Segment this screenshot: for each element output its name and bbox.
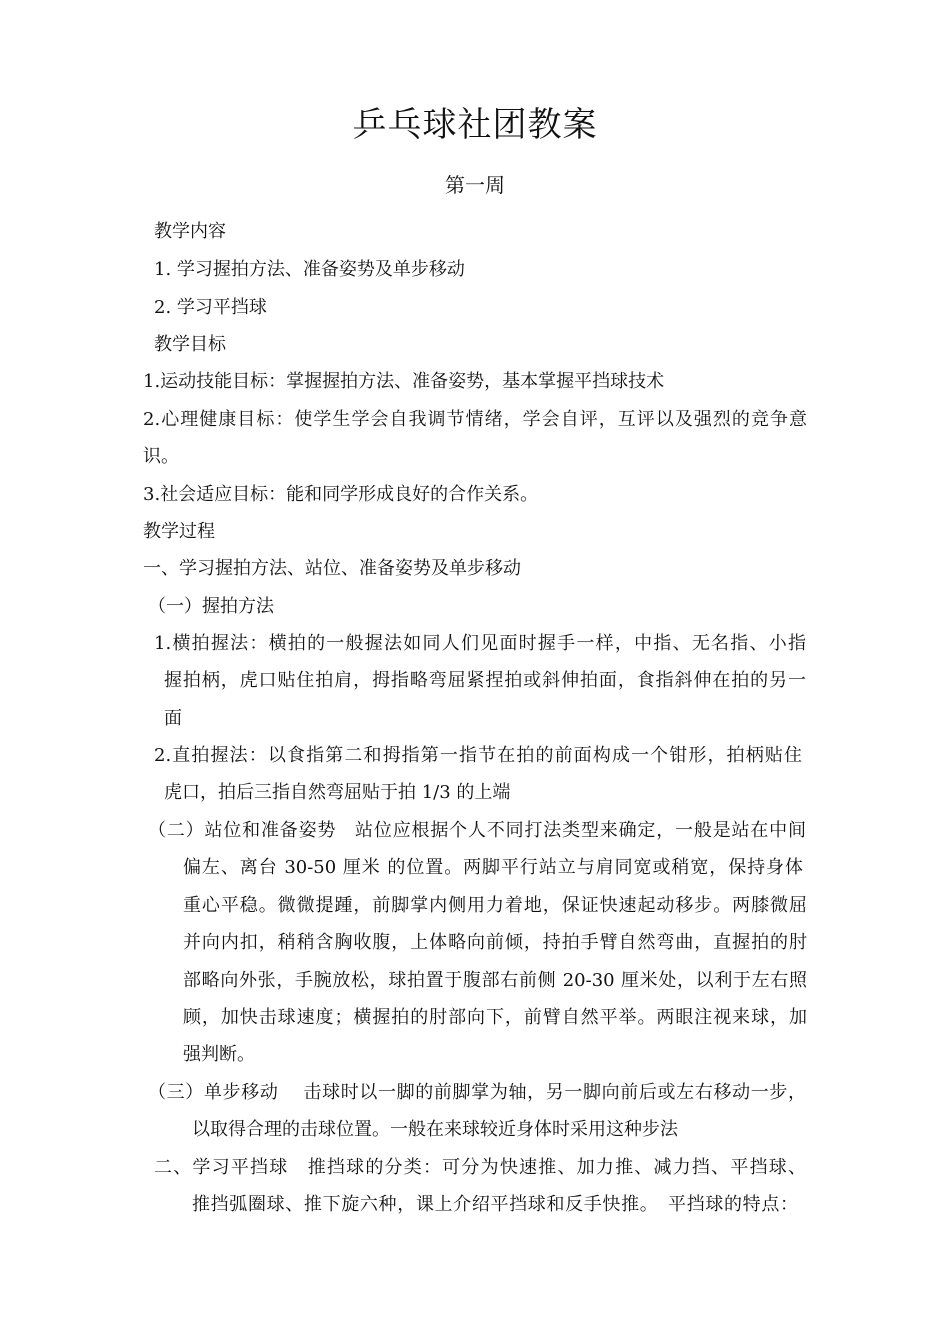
paragraph-line: 面 xyxy=(164,708,182,729)
paragraph-line: 部略向外张，手腕放松，球拍置于腹部右前侧 20-30 厘米处，以利于左右照 xyxy=(183,970,807,991)
paragraph-line: 以取得合理的击球位置。一般在来球较近身体时采用这种步法 xyxy=(192,1119,678,1140)
list-item: 2. 学习平挡球 xyxy=(154,297,267,318)
paragraph-line: 1.横拍握法：横拍的一般握法如同人们见面时握手一样，中指、无名指、小指 xyxy=(154,633,806,654)
paragraph-line: 2.心理健康目标：使学生学会自我调节情绪，学会自评，互评以及强烈的竞争意 xyxy=(143,409,807,430)
section-heading-content: 教学内容 xyxy=(154,221,226,242)
document-subtitle: 第一周 xyxy=(445,173,505,197)
paragraph-line: 偏左、离台 30-50 厘米 的位置。两脚平行站立与肩同宽或稍宽，保持身体 xyxy=(183,857,803,878)
paragraph-line: 重心平稳。微微提踵，前脚掌内侧用力着地，保证快速起动移步。两膝微屈 xyxy=(183,895,807,916)
document-title: 乒乓球社团教案 xyxy=(352,105,598,145)
paragraph-line: （二）站位和准备姿势 站位应根据个人不同打法类型来确定，一般是站在中间 xyxy=(148,820,806,841)
paragraph-line: （三）单步移动 击球时以一脚的前脚掌为轴，另一脚向前后或左右移动一步， xyxy=(148,1082,806,1103)
paragraph-line: 并向内扣，稍稍含胸收腹，上体略向前倾，持拍手臂自然弯曲，直握拍的肘 xyxy=(183,932,807,953)
section-heading-objectives: 教学目标 xyxy=(154,334,226,355)
paragraph-line: 顾，加快击球速度；横握拍的肘部向下，前臂自然平举。两眼注视来球，加 xyxy=(183,1007,807,1028)
paragraph-line: 二、学习平挡球 推挡球的分类：可分为快速推、加力推、减力挡、平挡球、 xyxy=(154,1157,806,1178)
paragraph-line: 握拍柄，虎口贴住拍肩，拇指略弯屈紧捏拍或斜伸拍面，食指斜伸在拍的另一 xyxy=(164,670,806,691)
paragraph-line: 2.直拍握法：以食指第二和拇指第一指节在拍的前面构成一个钳形，拍柄贴住 xyxy=(154,745,802,766)
section-heading-process: 教学过程 xyxy=(143,521,215,542)
paragraph-line: 识。 xyxy=(143,446,179,467)
subsection-heading: 一、学习握拍方法、站位、准备姿势及单步移动 xyxy=(143,558,521,579)
subsection-heading: （一）握拍方法 xyxy=(148,596,274,617)
paragraph-line: 强判断。 xyxy=(183,1044,255,1065)
paragraph-line: 3.社会适应目标：能和同学形成良好的合作关系。 xyxy=(143,484,539,505)
paragraph-line: 虎口，拍后三指自然弯屈贴于拍 1/3 的上端 xyxy=(164,782,511,803)
list-item: 1. 学习握拍方法、准备姿势及单步移动 xyxy=(154,259,465,280)
paragraph-line: 1.运动技能目标：掌握握拍方法、准备姿势，基本掌握平挡球技术 xyxy=(143,371,665,392)
paragraph-line: 推挡弧圈球、推下旋六种，课上介绍平挡球和反手快推。 平挡球的特点： xyxy=(192,1194,798,1215)
